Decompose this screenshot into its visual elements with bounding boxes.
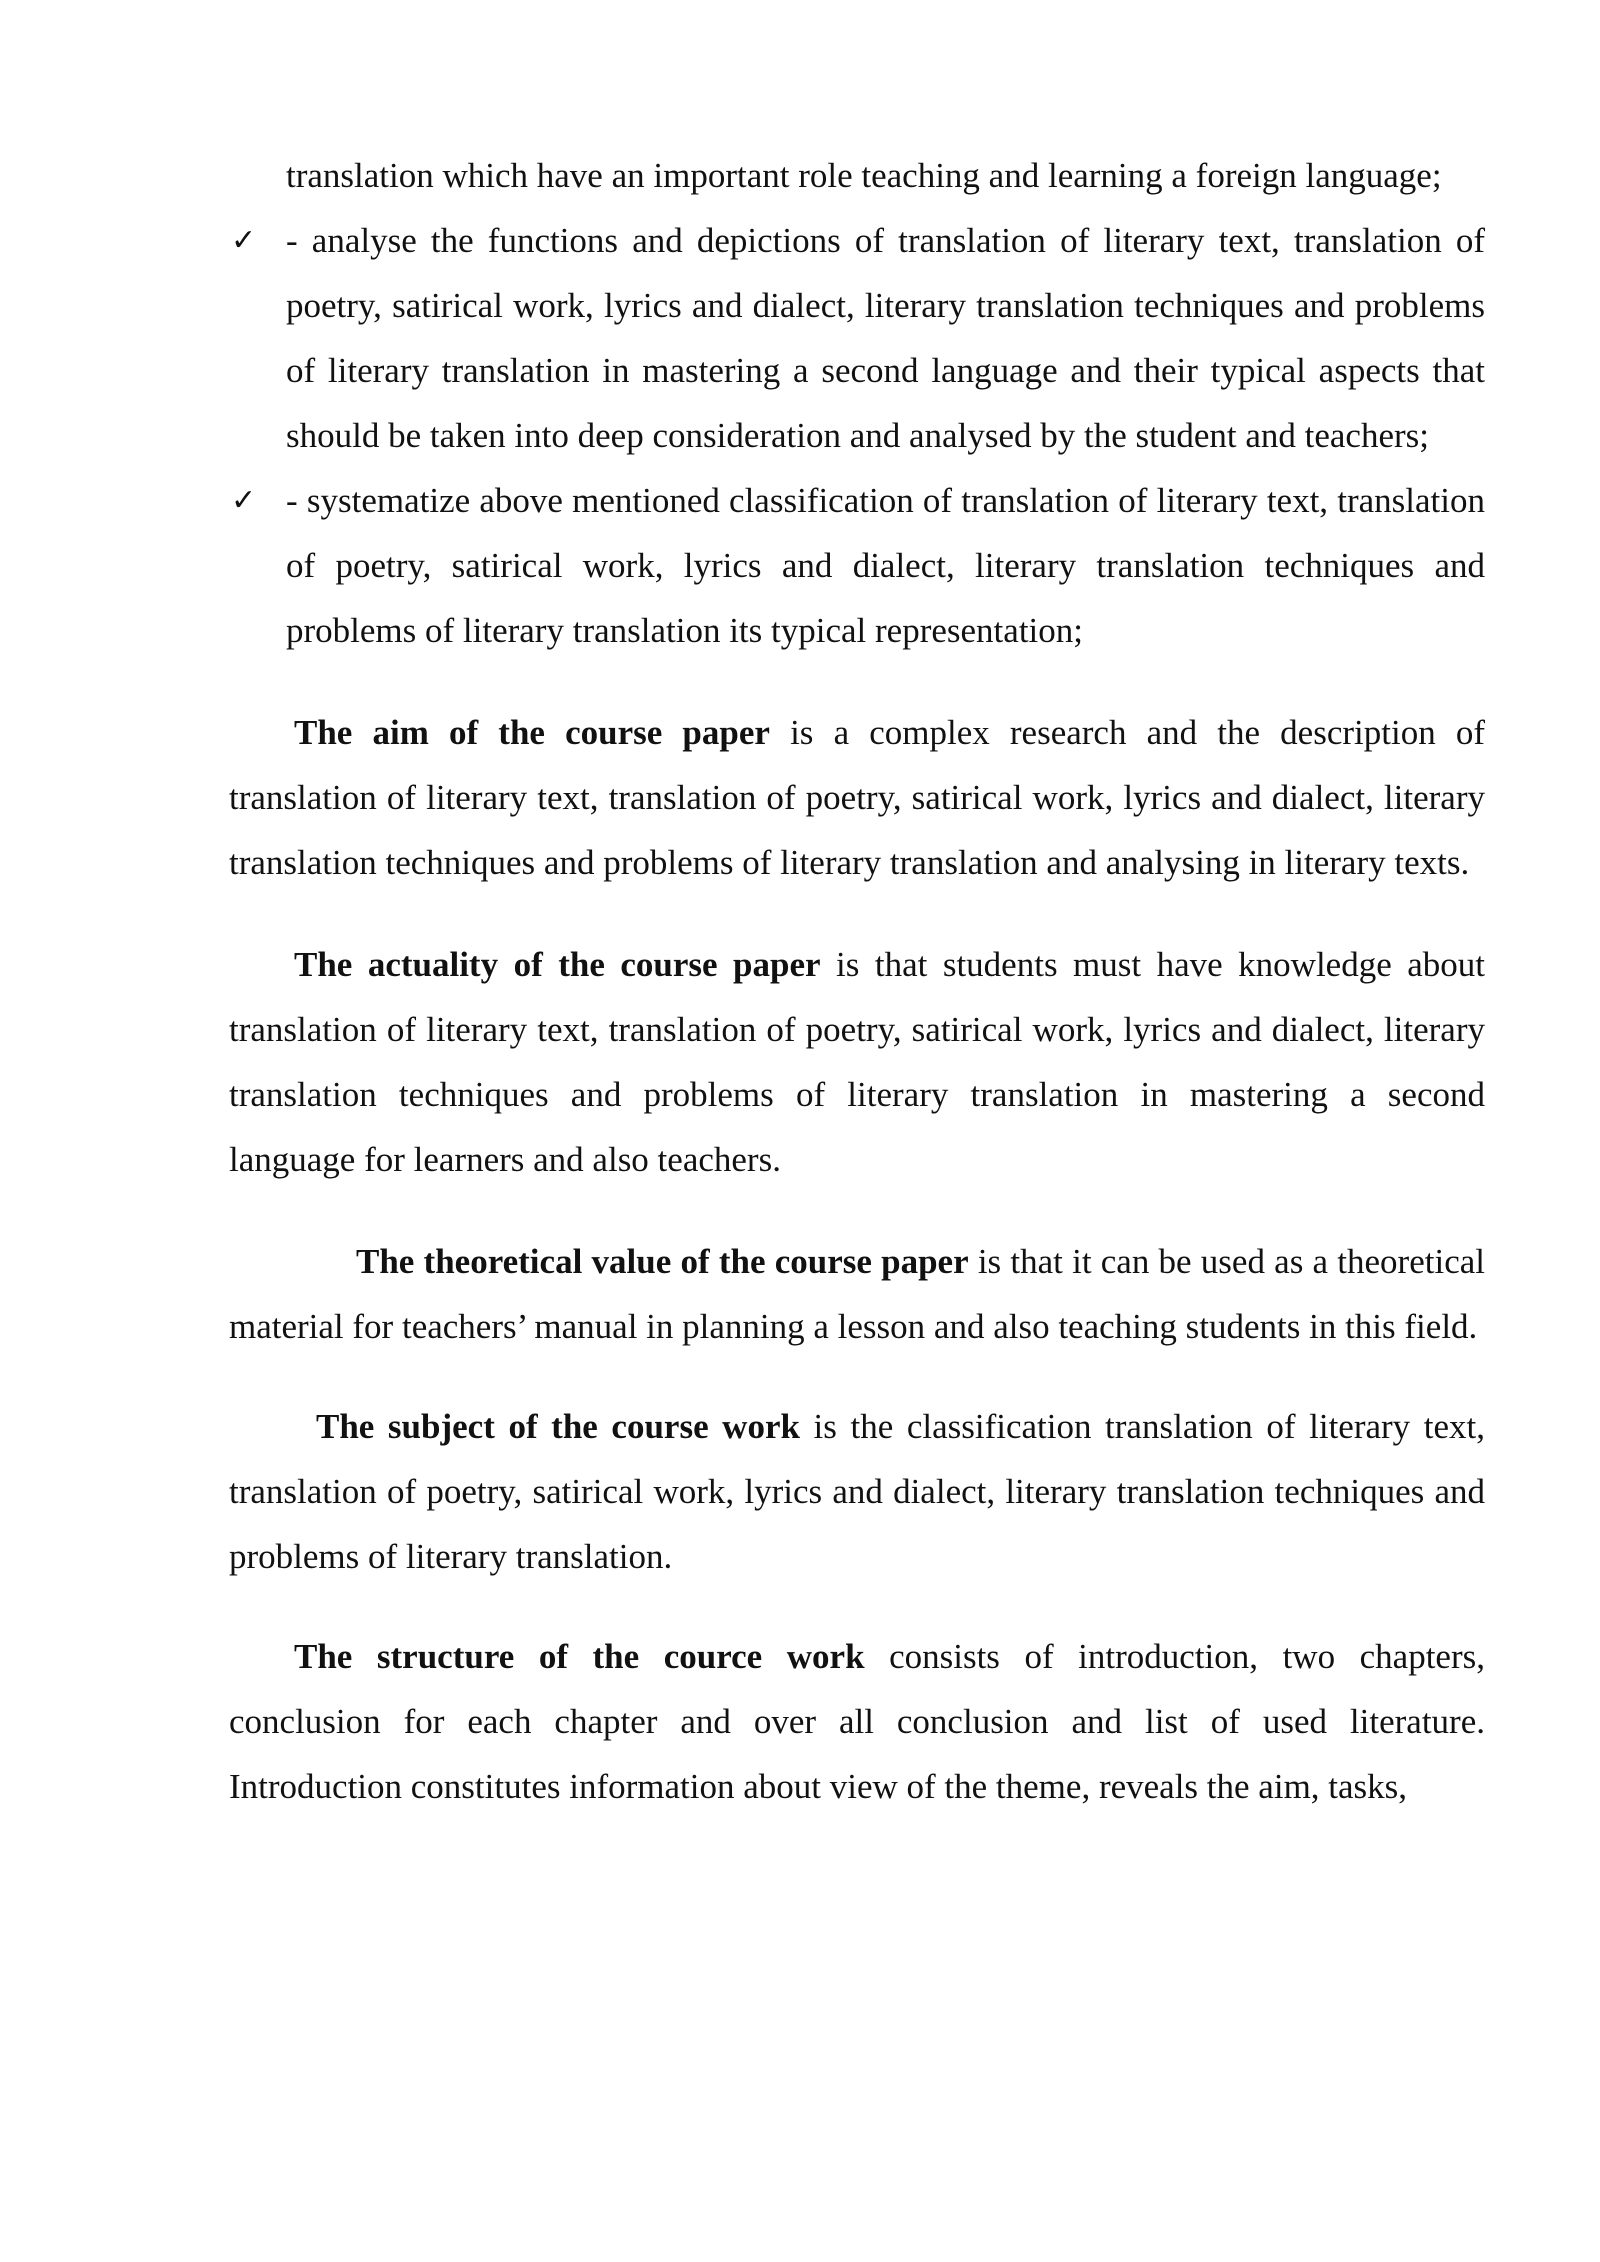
paragraph-heading: The subject of the course work	[316, 1407, 800, 1446]
bullet-continuation	[229, 143, 1485, 208]
paragraph-body: is that it can be used as a theoretical material for teachers’ manual in planning a lesson and also teaching students in this field.	[229, 1242, 1485, 1346]
bullet-continuation-text: translation which have an important role teaching and learning a foreign language;	[286, 156, 1442, 195]
paragraph-subject	[229, 1394, 1485, 1589]
paragraph-heading: The aim of the course paper	[294, 713, 770, 752]
paragraph-body: is that students must have knowledge about translation of literary text, translation of poetry, satirical work, lyrics and dialect, literary translation techniques and problems of literary translation in mastering a second language for learners and also teachers.	[229, 945, 1485, 1179]
check-icon: ✓	[231, 223, 257, 258]
paragraph-heading: The theoretical value of the course paper	[356, 1242, 969, 1281]
paragraph-heading: The structure of the cource work	[294, 1637, 865, 1676]
paragraph-actuality	[229, 932, 1485, 1192]
bullet-item-analyse	[229, 208, 1485, 468]
check-icon: ✓	[231, 483, 257, 518]
paragraph-body: is a complex research and the description of translation of literary text, translation of poetry, satirical work, lyrics and dialect, literary translation techniques and problems of literary translation and analysing in literary texts.	[229, 713, 1485, 882]
paragraph-body: consists of introduction, two chapters, conclusion for each chapter and over all conclusion and list of used literature. Introduction constitutes information about view of the theme, reveals the aim, tasks,	[229, 1637, 1485, 1806]
paragraph-theoretical-value	[229, 1229, 1485, 1359]
paragraph-heading: The actuality of the course paper	[294, 945, 821, 984]
paragraph-aim	[229, 700, 1485, 895]
paragraph-body: is the classification translation of literary text, translation of poetry, satirical work, lyrics and dialect, literary translation techniques and problems of literary translation.	[229, 1407, 1485, 1576]
bullet-item-systematize	[229, 468, 1485, 663]
bullet-text: - systematize above mentioned classification of translation of literary text, translation of poetry, satirical work, lyrics and dialect, literary translation techniques and problems of literary translation its typical representation;	[286, 481, 1485, 650]
bullet-text: - analyse the functions and depictions of translation of literary text, translation of poetry, satirical work, lyrics and dialect, literary translation techniques and problems of literary translation in mastering a second language and their typical aspects that should be taken into deep consideration and analysed by the student and teachers;	[286, 221, 1485, 455]
page-content	[229, 143, 1485, 1854]
paragraph-structure	[229, 1624, 1485, 1819]
